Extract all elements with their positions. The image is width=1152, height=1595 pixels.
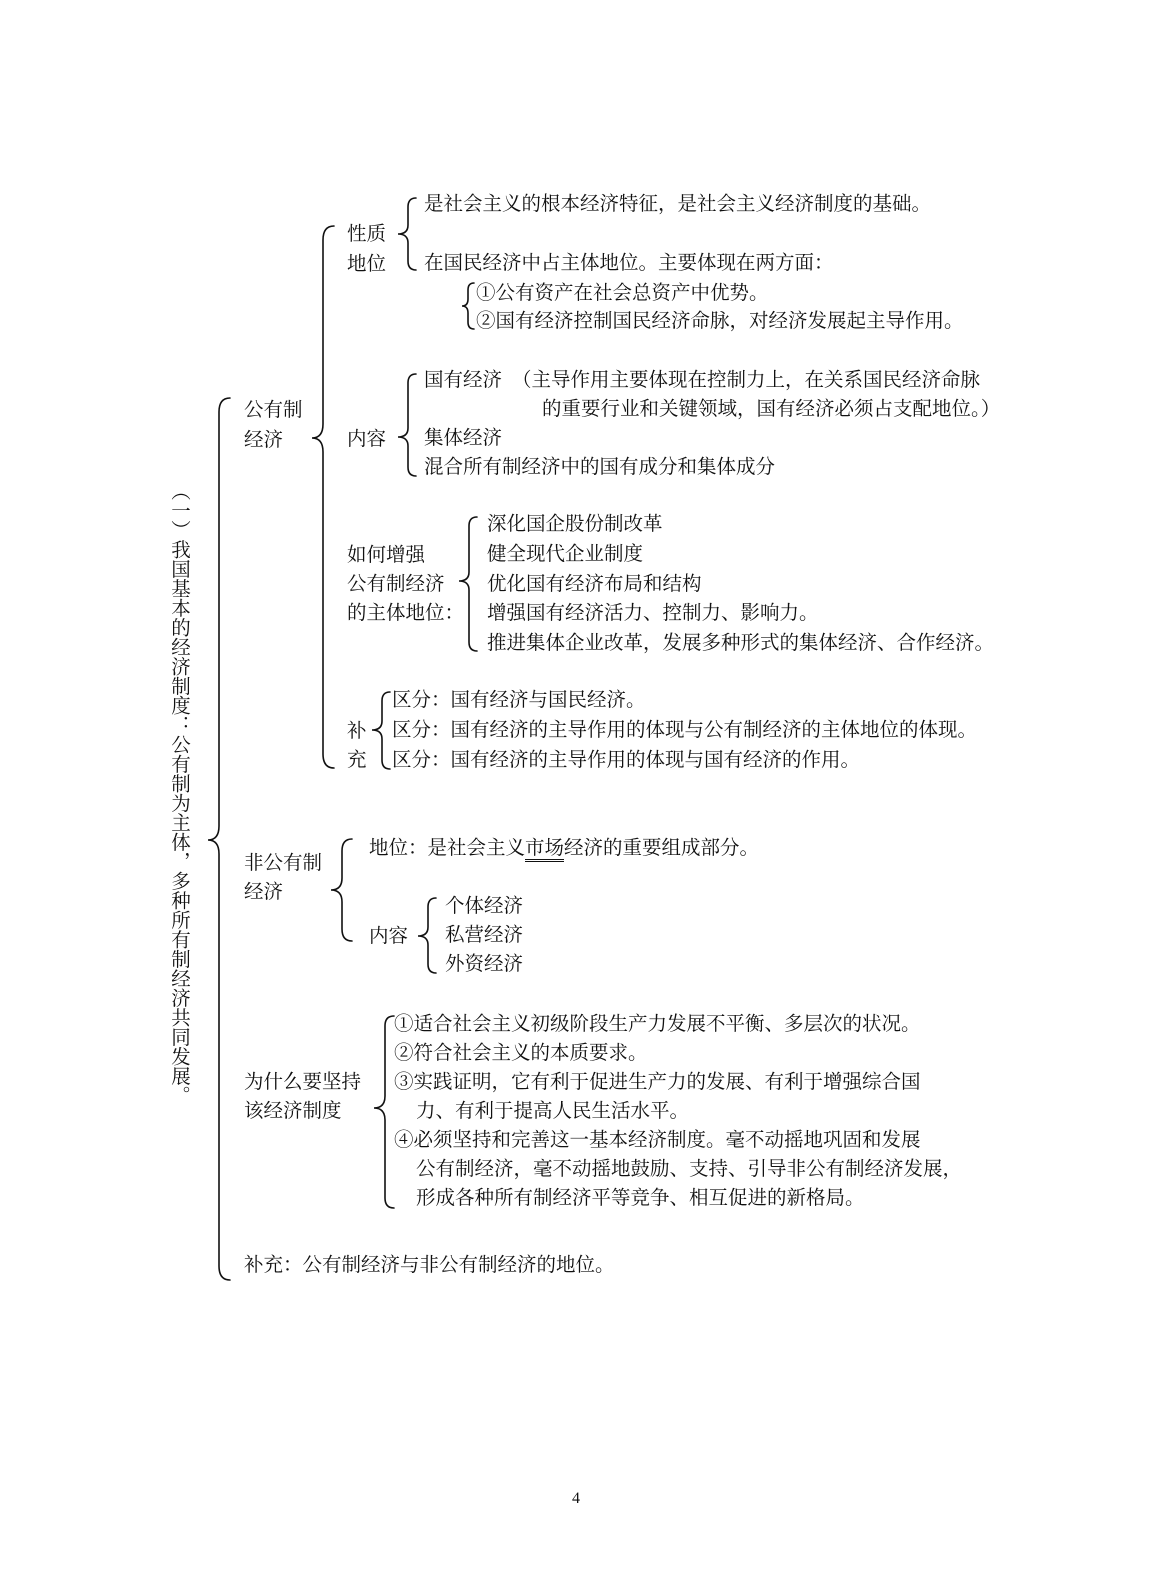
nature-sub-brace — [462, 283, 474, 329]
main-brace — [208, 398, 230, 1280]
public-economy-label-1: 公有制 — [244, 398, 303, 421]
nature-brace — [398, 198, 416, 270]
nonpublic-label-2: 经济 — [244, 880, 284, 903]
strengthen-label-2: 公有制经济 — [347, 572, 445, 595]
section-title: （一）我国基本的经济制度：公有制为主体，多种所有制经济共同发展。 — [168, 481, 191, 1105]
page-number: 4 — [572, 1490, 580, 1507]
public-economy-label-2: 经济 — [244, 428, 284, 451]
content-brace — [398, 374, 416, 476]
why-line: 形成各种所有制经济平等竞争、相互促进的新格局。 — [416, 1186, 865, 1209]
nature-label-2: 地位 — [347, 252, 387, 275]
why-line: ③实践证明，它有利于促进生产力的发展、有利于增强综合国 — [394, 1070, 921, 1093]
nonpublic-status: 地位：是社会主义市场经济的重要组成部分。 — [369, 836, 759, 860]
final-supplement: 补充：公有制经济与非公有制经济的地位。 — [244, 1253, 615, 1276]
nonpublic-label-1: 非公有制 — [244, 851, 323, 874]
strengthen-item: 深化国企股份制改革 — [487, 512, 663, 535]
nature-sub-2: ②国有经济控制国民经济命脉，对经济发展起主导作用。 — [476, 309, 964, 332]
nonpublic-content-brace — [418, 898, 436, 973]
nature-sub-1: ①公有资产在社会总资产中优势。 — [476, 281, 769, 304]
supplement-item: 区分：国有经济与国民经济。 — [392, 688, 646, 711]
why-line: ①适合社会主义初级阶段生产力发展不平衡、多层次的状况。 — [394, 1012, 921, 1035]
strengthen-label-3: 的主体地位： — [347, 601, 465, 624]
strengthen-item: 推进集体企业改革，发展多种形式的集体经济、合作经济。 — [487, 631, 995, 654]
nature-item-1: 是社会主义的根本经济特征，是社会主义经济制度的基础。 — [424, 192, 932, 215]
supplement-label-2: 充 — [347, 748, 367, 771]
strengthen-brace — [459, 517, 477, 651]
content-collective: 集体经济 — [424, 426, 503, 449]
nonpublic-content-item: 私营经济 — [445, 923, 524, 946]
supplement-brace — [372, 692, 390, 769]
strengthen-label-1: 如何增强 — [347, 543, 426, 566]
content-state: 国有经济 — [424, 368, 503, 391]
content-label: 内容 — [347, 427, 387, 450]
supplement-item: 区分：国有经济的主导作用的体现与公有制经济的主体地位的体现。 — [392, 718, 978, 741]
why-line: 公有制经济，毫不动摇地鼓励、支持、引导非公有制经济发展， — [416, 1157, 963, 1180]
strengthen-item: 增强国有经济活力、控制力、影响力。 — [487, 601, 819, 624]
nonpublic-content-label: 内容 — [369, 924, 409, 947]
content-state-note-1: （主导作用主要体现在控制力上，在关系国民经济命脉 — [512, 368, 981, 391]
nonpublic-content-item: 外资经济 — [445, 952, 524, 975]
why-line: ④必须坚持和完善这一基本经济制度。毫不动摇地巩固和发展 — [394, 1128, 921, 1151]
strengthen-item: 优化国有经济布局和结构 — [487, 572, 702, 595]
strengthen-item: 健全现代企业制度 — [487, 542, 644, 565]
supplement-label-1: 补 — [347, 719, 367, 742]
nonpublic-content-item: 个体经济 — [445, 894, 524, 917]
why-line: ②符合社会主义的本质要求。 — [394, 1041, 648, 1064]
nonpublic-brace — [331, 839, 352, 941]
why-line: 力、有利于提高人民生活水平。 — [416, 1099, 690, 1122]
underlined-term: 市场 — [525, 836, 564, 862]
why-label-1: 为什么要坚持 — [244, 1070, 362, 1093]
nature-item-2: 在国民经济中占主体地位。主要体现在两方面： — [424, 251, 834, 274]
why-label-2: 该经济制度 — [244, 1099, 342, 1122]
public-brace — [312, 226, 334, 768]
why-brace — [374, 1016, 394, 1208]
content-state-note-2: 的重要行业和关键领域，国有经济必须占支配地位。） — [542, 397, 1001, 420]
content-mixed: 混合所有制经济中的国有成分和集体成分 — [424, 455, 776, 478]
nature-label-1: 性质 — [347, 222, 387, 245]
supplement-item: 区分：国有经济的主导作用的体现与国有经济的作用。 — [392, 748, 861, 771]
